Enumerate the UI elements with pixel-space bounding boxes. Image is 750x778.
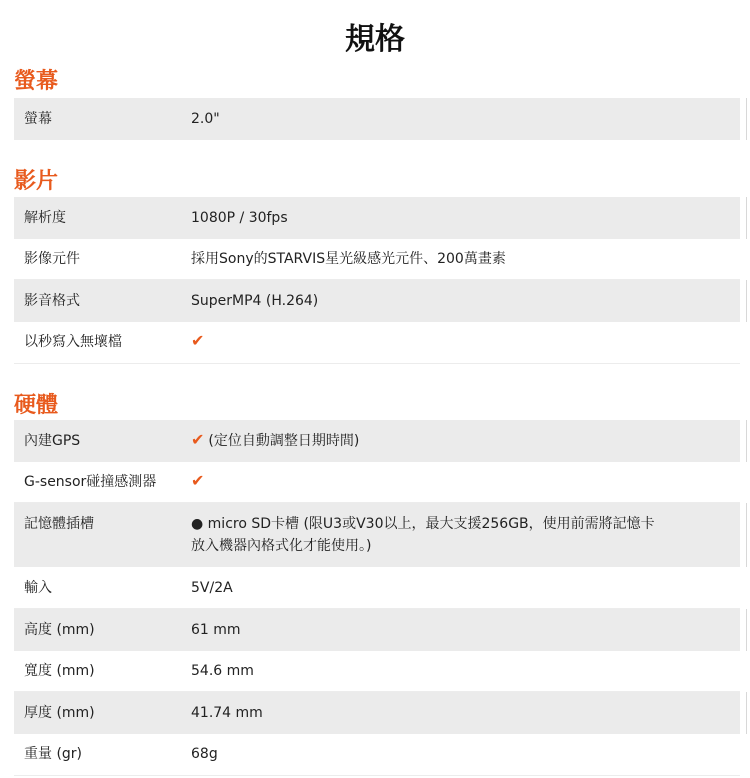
divider (746, 609, 747, 651)
spec-row-width (14, 651, 740, 692)
spec-label: 影音格式 (24, 293, 80, 309)
spec-row-resolution (14, 197, 740, 239)
spec-value (191, 330, 731, 353)
spec-label: 記憶體插槽 (24, 516, 94, 532)
spec-row-format (14, 280, 740, 322)
spec-label: 高度 (mm) (24, 622, 95, 638)
page-title: 規格 (345, 22, 405, 57)
spec-row-gsensor (14, 462, 740, 503)
spec-value: 61 mm (191, 622, 241, 638)
spec-value (191, 470, 731, 493)
spec-value: 68g (191, 746, 218, 762)
spec-row-input (14, 567, 740, 609)
spec-label: 輸入 (24, 580, 52, 596)
spec-value: SuperMP4 (H.264) (191, 293, 319, 309)
memory-slot-line-2: 放入機器內格式化才能使用。) (191, 538, 372, 554)
divider (746, 197, 747, 239)
spec-label: 內建GPS (24, 433, 81, 449)
divider (746, 98, 747, 140)
check-icon: ✔ (191, 331, 205, 350)
divider (746, 280, 747, 322)
spec-value: 54.6 mm (191, 663, 254, 679)
section-title-screen: 螢幕 (14, 69, 59, 94)
spec-value: 採用Sony的STARVIS星光級感光元件、200萬畫素 (191, 251, 506, 267)
spec-row-height (14, 609, 740, 651)
spec-value (191, 513, 731, 557)
spec-row-instant-write (14, 322, 740, 364)
divider (746, 692, 747, 734)
spec-label: 厚度 (mm) (24, 705, 95, 721)
spec-value: 41.74 mm (191, 705, 263, 721)
spec-value: 1080P / 30fps (191, 210, 288, 226)
check-icon: ✔ (191, 471, 205, 490)
spec-label: 寬度 (mm) (24, 663, 95, 679)
spec-row-screen (14, 98, 740, 140)
section-title-hardware: 硬體 (14, 393, 59, 418)
spec-row-memory-slot (14, 503, 740, 567)
check-icon: ✔ (191, 430, 205, 449)
spec-row-depth (14, 692, 740, 734)
gps-note: (定位自動調整日期時間) (208, 433, 360, 449)
spec-value: 5V/2A (191, 580, 233, 596)
spec-label: 以秒寫入無壞檔 (24, 334, 122, 350)
spec-label: 螢幕 (24, 111, 52, 127)
spec-label: 影像元件 (24, 251, 80, 267)
spec-value: 2.0" (191, 111, 220, 127)
spec-label: 解析度 (24, 210, 66, 226)
spec-value (191, 429, 731, 452)
spec-row-sensor (14, 239, 740, 280)
memory-slot-line-1: ● micro SD卡槽 (限U3或V30以上，最大支援256GB，使用前需將記憶卡 (191, 516, 655, 532)
spec-label: 重量 (gr) (24, 746, 83, 762)
divider (746, 503, 747, 567)
divider (746, 420, 747, 462)
spec-row-weight (14, 734, 740, 776)
spec-row-gps (14, 420, 740, 462)
section-title-video: 影片 (14, 169, 59, 194)
spec-label: G-sensor碰撞感測器 (24, 474, 157, 490)
